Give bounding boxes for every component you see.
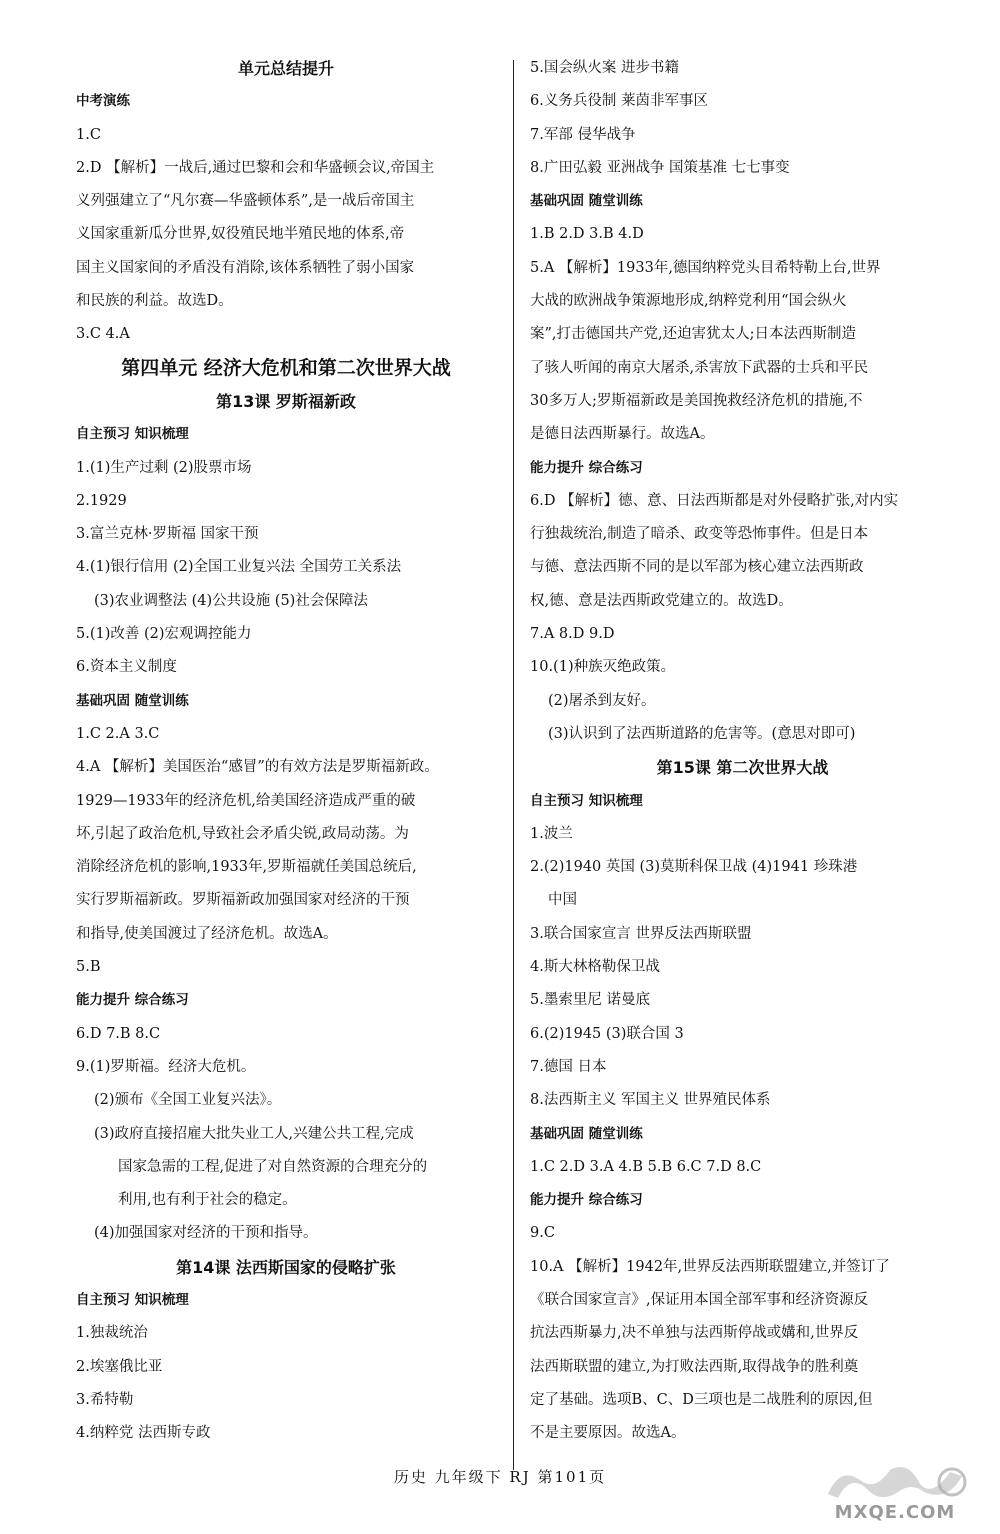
subsection-label: 基础巩固 随堂训练 bbox=[530, 193, 643, 210]
right-column bbox=[530, 52, 955, 1450]
answer-line: 4.纳粹党 法西斯专政 bbox=[76, 1425, 211, 1442]
subsection-label: 能力提升 综合练习 bbox=[76, 992, 189, 1009]
answer-line: 2.D 【解析】一战后,通过巴黎和会和华盛顿会议,帝国主 bbox=[76, 159, 435, 176]
answer-continuation: 义国家重新瓜分世界,奴役殖民地半殖民地的体系,帝 bbox=[76, 226, 405, 243]
answer-continuation: 和指导,使美国渡过了经济危机。故选A。 bbox=[76, 925, 338, 942]
answer-line: 6.资本主义制度 bbox=[76, 659, 177, 676]
answer-line: 6.D 7.B 8.C bbox=[76, 1025, 161, 1042]
answer-continuation: 大战的欧洲战争策源地形成,纳粹党利用“国会纵火 bbox=[530, 293, 847, 310]
subsection-label: 自主预习 知识梳理 bbox=[530, 792, 643, 809]
answer-continuation: 是德日法西斯暴行。故选A。 bbox=[530, 426, 715, 443]
answer-line: 6.D 【解析】德、意、日法西斯都是对外侵略扩张,对内实 bbox=[530, 492, 899, 509]
answer-line: 1.独裁统治 bbox=[76, 1325, 148, 1342]
answer-continuation: 法西斯联盟的建立,为打败法西斯,取得战争的胜利奠 bbox=[530, 1358, 859, 1375]
answer-line: 3.富兰克林·罗斯福 国家干预 bbox=[76, 526, 259, 543]
answer-subitem: (4)加强国家对经济的干预和指导。 bbox=[94, 1225, 318, 1242]
answer-line: 8.法西斯主义 军国主义 世界殖民体系 bbox=[530, 1092, 771, 1109]
answer-line: 5.墨索里尼 诺曼底 bbox=[530, 992, 650, 1009]
page-footer: 历史 九年级下 RJ 第101页 bbox=[393, 1468, 607, 1486]
answer-line: 9.C bbox=[530, 1225, 555, 1242]
subsection-label: 自主预习 知识梳理 bbox=[76, 1291, 189, 1308]
answer-continuation: 抗法西斯暴力,决不单独与法西斯停战或媾和,世界反 bbox=[530, 1325, 859, 1342]
answer-line: 1.B 2.D 3.B 4.D bbox=[530, 226, 644, 243]
subsection-label: 能力提升 综合练习 bbox=[530, 1192, 643, 1209]
answer-line: 3.C 4.A bbox=[76, 326, 130, 343]
answer-line: 6.(2)1945 (3)联合国 3 bbox=[530, 1025, 684, 1042]
answer-line: 1.(1)生产过剩 (2)股票市场 bbox=[76, 459, 252, 476]
answer-line: 1.波兰 bbox=[530, 825, 573, 842]
answer-continuation: 30多万人;罗斯福新政是美国挽救经济危机的措施,不 bbox=[530, 392, 863, 409]
answer-subitem: (3)农业调整法 (4)公共设施 (5)社会保障法 bbox=[94, 592, 368, 609]
answer-line: 2.埃塞俄比亚 bbox=[76, 1358, 163, 1375]
answer-line: 7.德国 日本 bbox=[530, 1058, 607, 1075]
answer-line: 1.C 2.D 3.A 4.B 5.B 6.C 7.D 8.C bbox=[530, 1158, 762, 1175]
answer-subitem: (2)颁布《全国工业复兴法》。 bbox=[94, 1092, 282, 1109]
answer-line: 1.C 2.A 3.C bbox=[76, 725, 160, 742]
unit-title: 第四单元 经济大危机和第二次世界大战 bbox=[121, 356, 451, 379]
answer-line: 1.C bbox=[76, 126, 101, 143]
answer-subitem: (2)屠杀到友好。 bbox=[548, 692, 656, 709]
answer-continuation: 权,德、意是法西斯政党建立的。故选D。 bbox=[530, 592, 793, 609]
answer-continuation: 义列强建立了“凡尔赛—华盛顿体系”,是一战后帝国主 bbox=[76, 193, 415, 210]
answer-line: 3.联合国家宣言 世界反法西斯联盟 bbox=[530, 925, 752, 942]
subsection-label: 能力提升 综合练习 bbox=[530, 459, 643, 476]
answer-continuation: 消除经济危机的影响,1933年,罗斯福就任美国总统后, bbox=[76, 859, 417, 876]
answer-line: 5.A 【解析】1933年,德国纳粹党头目希特勒上台,世界 bbox=[530, 259, 881, 276]
subsection-label: 基础巩固 随堂训练 bbox=[530, 1125, 643, 1142]
answer-subitem: (3)认识到了法西斯道路的危害等。(意思对即可) bbox=[548, 725, 856, 742]
answer-line: 4.A 【解析】美国医治“感冒”的有效方法是罗斯福新政。 bbox=[76, 759, 439, 776]
watermark-text: MXQE.COM bbox=[834, 1502, 956, 1523]
answer-continuation: 不是主要原因。故选A。 bbox=[530, 1425, 686, 1442]
answer-line: 7.军部 侵华战争 bbox=[530, 126, 636, 143]
answer-continuation: 《联合国家宣言》,保证用本国全部军事和经济资源反 bbox=[530, 1291, 869, 1308]
section-heading: 第13课 罗斯福新政 bbox=[216, 391, 356, 411]
subsection-label: 基础巩固 随堂训练 bbox=[76, 692, 189, 709]
answer-line: 10.(1)种族灭绝政策。 bbox=[530, 659, 676, 676]
section-heading: 第14课 法西斯国家的侵略扩张 bbox=[176, 1257, 396, 1277]
answer-subitem: 中国 bbox=[548, 892, 577, 909]
answer-line: 5.(1)改善 (2)宏观调控能力 bbox=[76, 626, 252, 643]
answer-line: 6.义务兵役制 莱茵非军事区 bbox=[530, 93, 708, 110]
section-heading: 第15课 第二次世界大战 bbox=[656, 758, 829, 778]
answer-continuation: 坏,引起了政治危机,导致社会矛盾尖锐,政局动荡。为 bbox=[76, 825, 409, 842]
section-heading: 单元总结提升 bbox=[237, 59, 334, 78]
answer-line: 3.希特勒 bbox=[76, 1391, 134, 1408]
column-divider bbox=[513, 60, 514, 1470]
answer-continuation: 国主义国家间的矛盾没有消除,该体系牺牲了弱小国家 bbox=[76, 259, 415, 276]
answer-line: 7.A 8.D 9.D bbox=[530, 626, 615, 643]
answer-line: 2.1929 bbox=[76, 492, 127, 509]
answer-line: 5.B bbox=[76, 959, 101, 976]
answer-line: 4.斯大林格勒保卫战 bbox=[530, 959, 660, 976]
left-column bbox=[76, 52, 496, 1450]
answer-continuation: 1929—1933年的经济危机,给美国经济造成严重的破 bbox=[76, 792, 416, 809]
answer-line: 10.A 【解析】1942年,世界反法西斯联盟建立,并签订了 bbox=[530, 1258, 890, 1275]
answer-line: 4.(1)银行信用 (2)全国工业复兴法 全国劳工关系法 bbox=[76, 559, 402, 576]
answer-line: 5.国会纵火案 进步书籍 bbox=[530, 60, 679, 76]
answer-continuation: 行独裁统治,制造了暗杀、政变等恐怖事件。但是日本 bbox=[530, 526, 869, 543]
answer-continuation: 案”,打击德国共产党,还迫害犹太人;日本法西斯制造 bbox=[530, 326, 857, 343]
answer-line: 9.(1)罗斯福。经济大危机。 bbox=[76, 1058, 256, 1075]
subsection-label: 自主预习 知识梳理 bbox=[76, 426, 189, 443]
answer-continuation: 实行罗斯福新政。罗斯福新政加强国家对经济的干预 bbox=[76, 892, 410, 909]
answer-continuation: 与德、意法西斯不同的是以军部为核心建立法西斯政 bbox=[530, 559, 864, 576]
watermark-logo bbox=[806, 1462, 984, 1524]
answer-subitem: (3)政府直接招雇大批失业工人,兴建公共工程,完成 bbox=[94, 1125, 414, 1142]
answer-continuation: 了骇人听闻的南京大屠杀,杀害放下武器的士兵和平民 bbox=[530, 359, 869, 376]
watermark-graphic bbox=[820, 1462, 970, 1502]
answer-line: 2.(2)1940 英国 (3)莫斯科保卫战 (4)1941 珍珠港 bbox=[530, 859, 858, 876]
answer-continuation: 定了基础。选项B、C、D三项也是二战胜利的原因,但 bbox=[530, 1391, 873, 1408]
subsection-label: 中考演练 bbox=[76, 93, 130, 110]
answer-subitem-continuation: 国家急需的工程,促进了对自然资源的合理充分的 bbox=[118, 1158, 428, 1175]
answer-subitem-continuation: 利用,也有利于社会的稳定。 bbox=[118, 1192, 297, 1209]
answer-continuation: 和民族的利益。故选D。 bbox=[76, 293, 233, 310]
answer-line: 8.广田弘毅 亚洲战争 国策基准 七七事变 bbox=[530, 159, 790, 176]
